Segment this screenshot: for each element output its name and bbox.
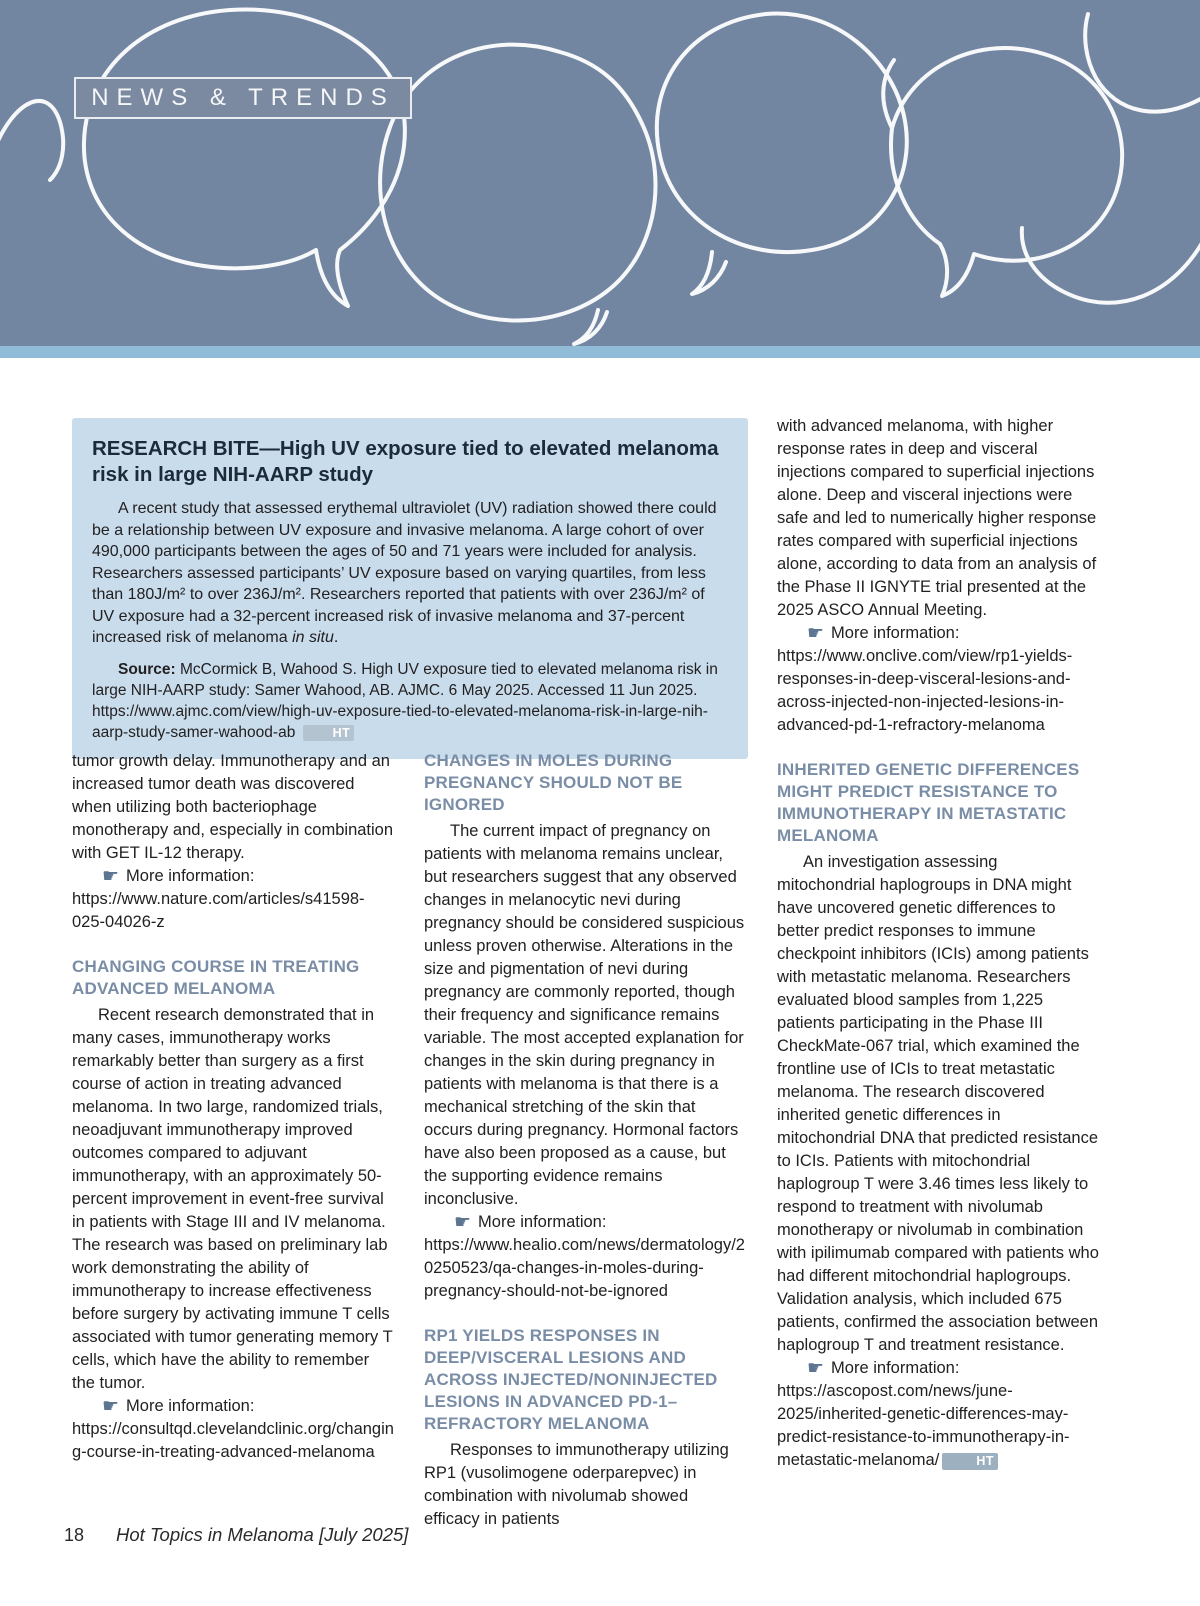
article-paragraph: An investigation assessing mitochondrial haplogroups in DNA might have uncovered genetic differences to better predict responses to immune checkpoint inhibitors (ICIs) among patients with metastatic melanoma. Researchers evaluated blood samples from 1,225 patients participating in the Phase III CheckMate-067 trial, which examined the frontline use of ICIs to treat metastatic melanoma. The research discovered inherited genetic differences in mitochondrial DNA that predicted resistance to ICIs. Patients with mitochondrial haplogroup T were 3.46 times less likely to respond to treatment with nivolumab monotherapy or nivolumab in combination with ipilimumab compared with patients who had different mitochondrial haplogroups. Validation analysis, which included 675 patients, confirmed the association between haplogroup T and treatment resistance. bbox=[777, 853, 1099, 1354]
research-bite-source bbox=[92, 659, 728, 743]
research-bite-box bbox=[72, 418, 748, 759]
pointer-hand-icon: ☛ bbox=[102, 865, 120, 887]
more-info-text: More information: https://www.onclive.com/view/rp1-yields-responses-in-deep-visceral-lesions-and-across-injected-non-injected-lesions-in-advanced-pd-1-refractory-melanoma bbox=[777, 624, 1073, 734]
research-bite-body-end: . bbox=[333, 629, 339, 647]
ht-badge: HT bbox=[303, 725, 355, 742]
article-heading-changing-course: CHANGING COURSE IN TREATING ADVANCED MELANOMA bbox=[72, 957, 360, 998]
section-title-box bbox=[74, 77, 412, 119]
speech-bubble-4 bbox=[891, 48, 1122, 296]
ht-badge: HT bbox=[942, 1453, 998, 1470]
article-paragraph: tumor growth delay. Immunotherapy and an increased tumor death was discovered when utilizing both bacteriophage monotherapy and, especially in combination with GET IL-12 therapy. bbox=[72, 752, 394, 862]
more-info-text: More information: https://consultqd.clevelandclinic.org/changing-course-in-treating-advanced-melanoma bbox=[72, 1397, 394, 1461]
wave-line-right-bottom bbox=[1022, 228, 1200, 303]
speech-bubble-1 bbox=[84, 9, 405, 306]
more-info-text: More information: https://ascopost.com/news/june-2025/inherited-genetic-differences-may-predict-resistance-to-immunotherapy-in-metastatic-melanoma/ bbox=[777, 1359, 1070, 1469]
page-number: 18 bbox=[64, 1525, 85, 1545]
speech-bubble-2 bbox=[380, 45, 655, 321]
more-info bbox=[72, 865, 394, 934]
article-heading-inherited-genetic: INHERITED GENETIC DIFFERENCES MIGHT PREDICT RESISTANCE TO IMMUNOTHERAPY IN METASTATIC MELANOMA bbox=[777, 760, 1080, 845]
article-heading-moles-pregnancy: CHANGES IN MOLES DURING PREGNANCY SHOULD NOT BE IGNORED bbox=[424, 751, 683, 814]
column-middle bbox=[424, 750, 746, 1531]
article-paragraph: Recent research demonstrated that in many cases, immunotherapy works remarkably better than surgery as a first course of action in treating advanced melanoma. In two large, randomized trials, neoadjuvant immunotherapy improved outcomes compared to adjuvant immunotherapy, with an approximately 50-percent improvement in event-free survival in patients with Stage III and IV melanoma. The research was based on preliminary lab work demonstrating the ability of immunotherapy to increase effectiveness before surgery by activating immune T cells associated with tumor generating memory T cells, which have the ability to remember the tumor. bbox=[72, 1006, 393, 1392]
pointer-hand-icon: ☛ bbox=[102, 1395, 120, 1417]
column-right bbox=[777, 415, 1099, 1476]
article-paragraph: Responses to immunotherapy utilizing RP1 (vusolimogene oderparepvec) in combination with nivolumab showed efficacy in patients bbox=[424, 1441, 729, 1528]
section-title: NEWS & TRENDS bbox=[91, 84, 395, 111]
publication-title: Hot Topics in Melanoma [July 2025] bbox=[116, 1524, 409, 1545]
more-info bbox=[777, 1357, 1099, 1472]
source-label: Source: bbox=[118, 660, 176, 678]
divider-strip bbox=[0, 346, 1200, 358]
research-bite-body-text: A recent study that assessed erythemal ultraviolet (UV) radiation showed there could be a relationship between UV exposure and invasive melanoma. A large cohort of over 490,000 participants between the ages of 50 and 71 years were included for analysis. Researchers assessed participants’ UV exposure based on varying quartiles, from less than 180J/m² to over 236J/m². Researchers reported that patients with over 236J/m² of UV exposure had a 32-percent increased risk of invasive melanoma and 37-percent increased risk of melanoma bbox=[92, 500, 717, 647]
speech-bubble-2-tail bbox=[574, 310, 607, 344]
more-info-text: More information: https://www.nature.com/articles/s41598-025-04026-z bbox=[72, 867, 365, 931]
speech-bubble-3 bbox=[657, 14, 907, 253]
pointer-hand-icon: ☛ bbox=[807, 622, 825, 644]
wave-line-left bbox=[0, 101, 63, 180]
header-banner bbox=[0, 0, 1200, 346]
speech-bubbles-illustration bbox=[0, 0, 1200, 346]
more-info bbox=[424, 1211, 746, 1303]
column-left bbox=[72, 750, 394, 1468]
more-info bbox=[777, 622, 1099, 737]
research-bite-title: RESEARCH BITE—High UV exposure tied to elevated melanoma risk in large NIH-AARP study bbox=[92, 437, 719, 487]
article-heading-rp1-responses: RP1 YIELDS RESPONSES IN DEEP/VISCERAL LESIONS AND ACROSS INJECTED/NONINJECTED LESIONS IN ADVANCED PD-1–REFRACTORY MELANOMA bbox=[424, 1326, 718, 1433]
more-info bbox=[72, 1395, 394, 1464]
article-paragraph: The current impact of pregnancy on patients with melanoma remains unclear, but researchers suggest that any observed changes in melanocytic nevi during pregnancy should be considered suspicious unless proven otherwise. Alterations in the size and pigmentation of nevi during pregnancy are commonly reported, though their frequency and significance remains variable. The most accepted explanation for changes in the skin during pregnancy in patients with melanoma is that there is a mechanical stretching of the skin that occurs during pregnancy. Hormonal factors have also been proposed as a cause, but the supporting evidence remains inconclusive. bbox=[424, 822, 745, 1208]
more-info-text: More information: https://www.healio.com/news/dermatology/20250523/qa-changes-in-moles-during-pregnancy-should-not-be-ignored bbox=[424, 1213, 745, 1300]
pointer-hand-icon: ☛ bbox=[454, 1211, 472, 1233]
research-bite-body-italic: in situ bbox=[292, 629, 334, 647]
pointer-hand-icon: ☛ bbox=[807, 1357, 825, 1379]
speech-bubble-3-tail bbox=[692, 252, 726, 294]
article-paragraph: with advanced melanoma, with higher response rates in deep and visceral injections compared to superficial injections alone. Deep and visceral injections were safe and led to numerically higher response rates compared with superficial injections alone, according to data from an analysis of the Phase II IGNYTE trial presented at the 2025 ASCO Annual Meeting. bbox=[777, 417, 1097, 619]
source-text: McCormick B, Wahood S. High UV exposure tied to elevated melanoma risk in large NIH-AARP study: Samer Wahood, AB. AJMC. 6 May 2025. Accessed 11 Jun 2025. https://www.ajmc.com/view/high-uv-exposure-tied-to-elevated-melanoma-risk-in-large-nih-aarp-study-samer-wahood-ab bbox=[92, 660, 718, 741]
research-bite-body bbox=[92, 498, 728, 649]
page-footer bbox=[64, 1524, 408, 1546]
